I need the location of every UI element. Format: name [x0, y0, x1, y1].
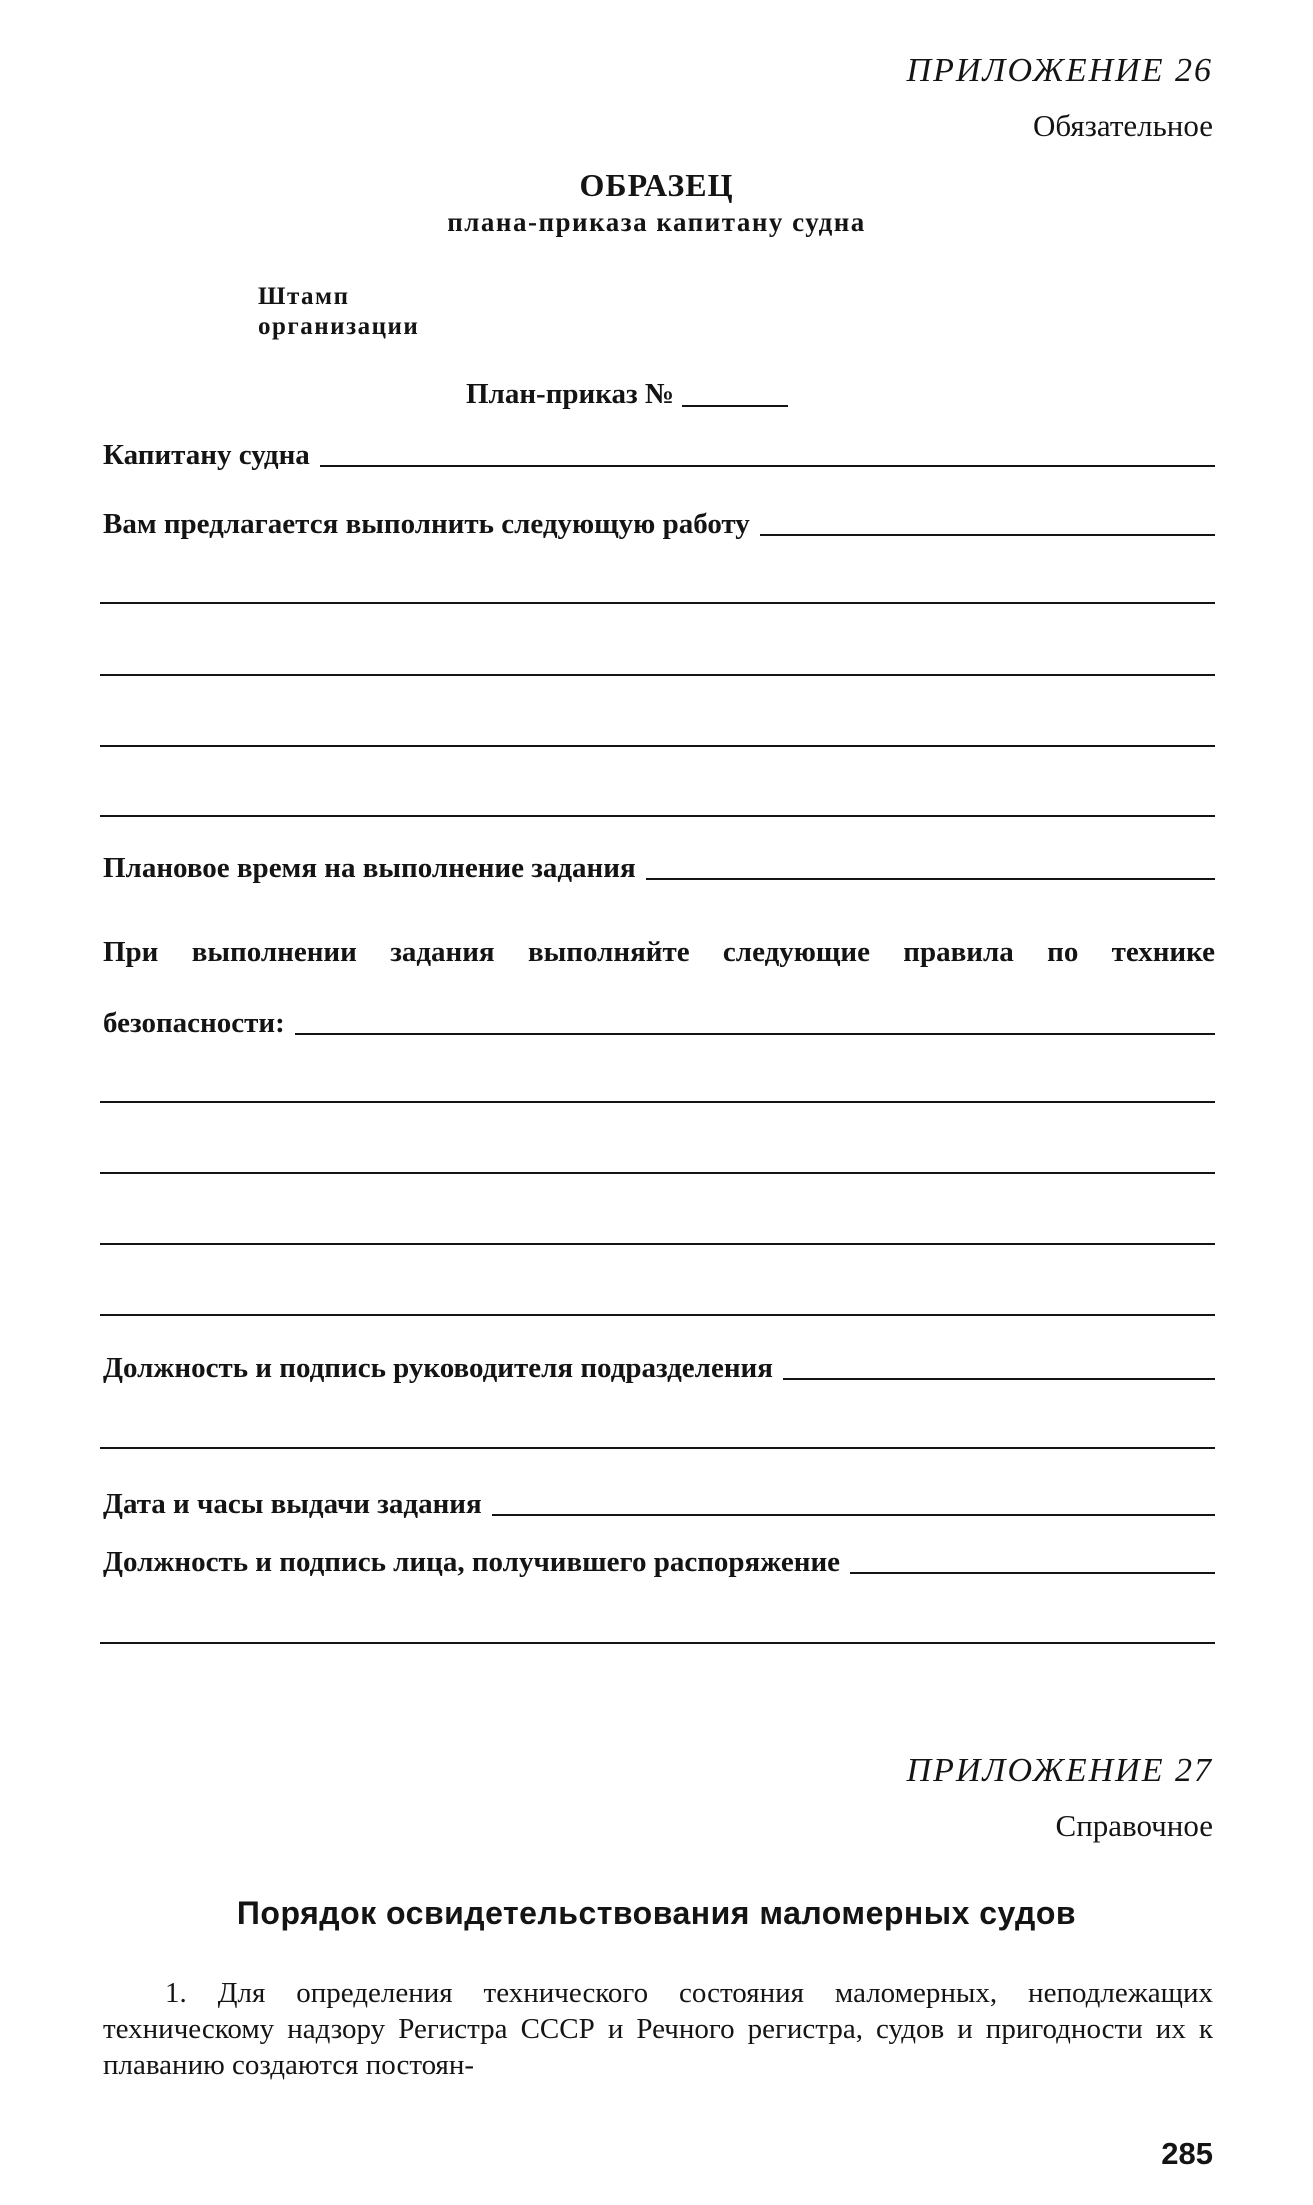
appendix-27-heading: Порядок освидетельствования маломерных судов: [236, 1895, 1077, 1931]
work-blank-line-2[interactable]: [100, 674, 1215, 676]
stamp-label-line2: организации: [258, 313, 420, 340]
plan-number-row: [466, 378, 788, 411]
safety-blank-line-1[interactable]: [100, 1101, 1215, 1103]
head-signature-label: Должность и подпись руководителя подразделения: [103, 1352, 773, 1384]
work-label: Вам предлагается выполнить следующую работу: [103, 508, 750, 540]
work-blank-line-3[interactable]: [100, 745, 1215, 747]
stamp-label-line1: Штамп: [258, 283, 350, 310]
captain-row: [103, 441, 1215, 470]
safety-blank-line-2[interactable]: [100, 1172, 1215, 1174]
planned-time-row: [103, 854, 1215, 883]
work-row: [103, 510, 1215, 539]
issue-datetime-blank[interactable]: [492, 1514, 1215, 1516]
planned-time-blank[interactable]: [646, 878, 1215, 880]
work-blank-line-1[interactable]: [100, 602, 1215, 604]
recipient-signature-blank-line[interactable]: [100, 1642, 1215, 1644]
sample-title: ОБРАЗЕЦ: [579, 167, 734, 203]
safety-row: [103, 1009, 1215, 1038]
captain-label: Капитану судна: [103, 439, 310, 471]
work-blank[interactable]: [760, 534, 1215, 536]
plan-number-blank[interactable]: [682, 405, 788, 407]
appendix-27-title: ПРИЛОЖЕНИЕ 27: [906, 1752, 1213, 1789]
captain-blank[interactable]: [320, 465, 1215, 467]
safety-blank-line-3[interactable]: [100, 1243, 1215, 1245]
safety-blank-line-4[interactable]: [100, 1314, 1215, 1316]
appendix-27-paragraph: [103, 1975, 1213, 2083]
recipient-signature-row: [103, 1548, 1215, 1577]
appendix-27-type: Справочное: [1055, 1808, 1213, 1843]
issue-datetime-row: [103, 1490, 1215, 1519]
recipient-signature-blank[interactable]: [850, 1572, 1215, 1574]
head-signature-blank[interactable]: [783, 1378, 1215, 1380]
appendix-26-title: ПРИЛОЖЕНИЕ 26: [906, 52, 1213, 89]
head-signature-row: [103, 1354, 1215, 1383]
sample-subtitle: плана-приказа капитану судна: [447, 207, 866, 237]
safety-label-line1: При выполнении задания выполняйте следующие правила по технике: [103, 936, 1215, 968]
page-number: 285: [1161, 2136, 1213, 2171]
recipient-signature-label: Должность и подпись лица, получившего распоряжение: [103, 1546, 841, 1578]
work-blank-line-4[interactable]: [100, 815, 1215, 817]
safety-blank[interactable]: [295, 1033, 1215, 1035]
head-signature-blank-line[interactable]: [100, 1447, 1215, 1449]
appendix-26-type: Обязательное: [1033, 108, 1213, 143]
plan-number-label: План-приказ №: [466, 378, 675, 410]
paragraph-text: 1. Для определения технического состояния маломерных, неподлежащих техническому надзору Регистра СССР и Речного регистра, судов и пригодности их к плаванию создаются постоян-: [103, 1977, 1213, 2081]
planned-time-label: Плановое время на выполнение задания: [103, 852, 636, 884]
issue-datetime-label: Дата и часы выдачи задания: [103, 1488, 482, 1520]
safety-label-line2: безопасности:: [103, 1007, 285, 1039]
